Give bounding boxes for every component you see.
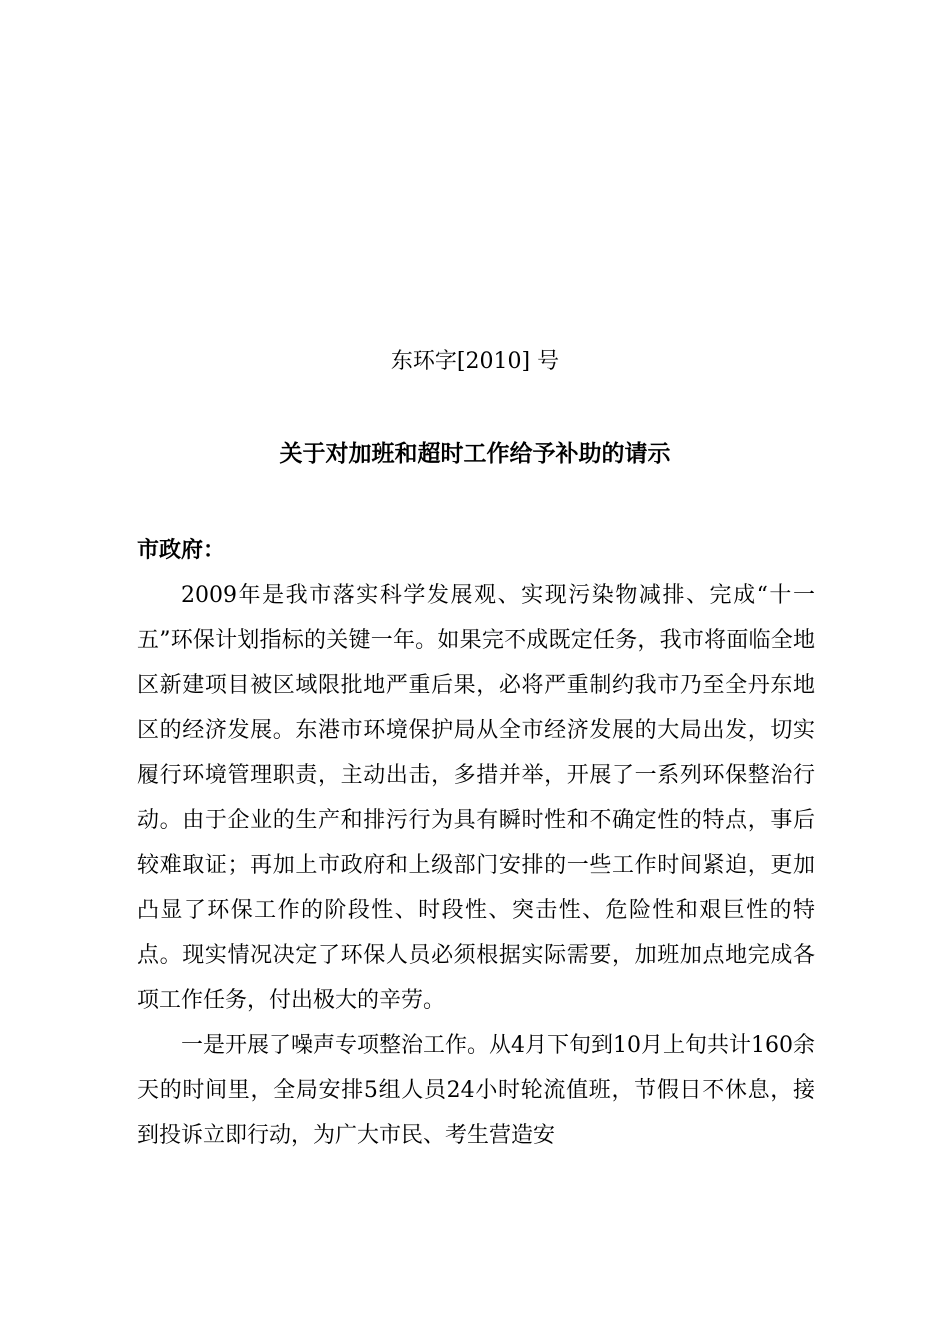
document-title: 关于对加班和超时工作给予补助的请示: [279, 440, 671, 467]
body-paragraph: 2009年是我市落实科学发展观、实现污染物减排、完成“十一五”环保计划指标的关键一年。如果完不成既定任务，我市将面临全地区新建项目被区域限批地严重后果，必将严重制约我市乃至全丹东地区的经济发展。东港市环境保护局从全市经济发展的大局出发，切实履行环境管理职责，主动出击，多措并举，开展了一系列环保整治行动。由于企业的生产和排污行为具有瞬时性和不确定性的特点，事后较难取证；再加上市政府和上级部门安排的一些工作时间紧迫，更加凸显了环保工作的阶段性、时段性、突击性、危险性和艰巨性的特点。现实情况决定了环保人员必须根据实际需要，加班加点地完成各项工作任务，付出极大的辛劳。: [137, 583, 815, 1013]
document-number: 东环字[2010] 号: [390, 349, 560, 374]
salutation: 市政府：: [137, 537, 226, 563]
document-body: [137, 573, 815, 1158]
body-paragraph: 一是开展了噪声专项整治工作。从4月下旬到10月上旬共计160余天的时间里，全局安排5组人员24小时轮流值班，节假日不休息，接到投诉立即行动，为广大市民、考生营造安: [137, 1033, 815, 1148]
